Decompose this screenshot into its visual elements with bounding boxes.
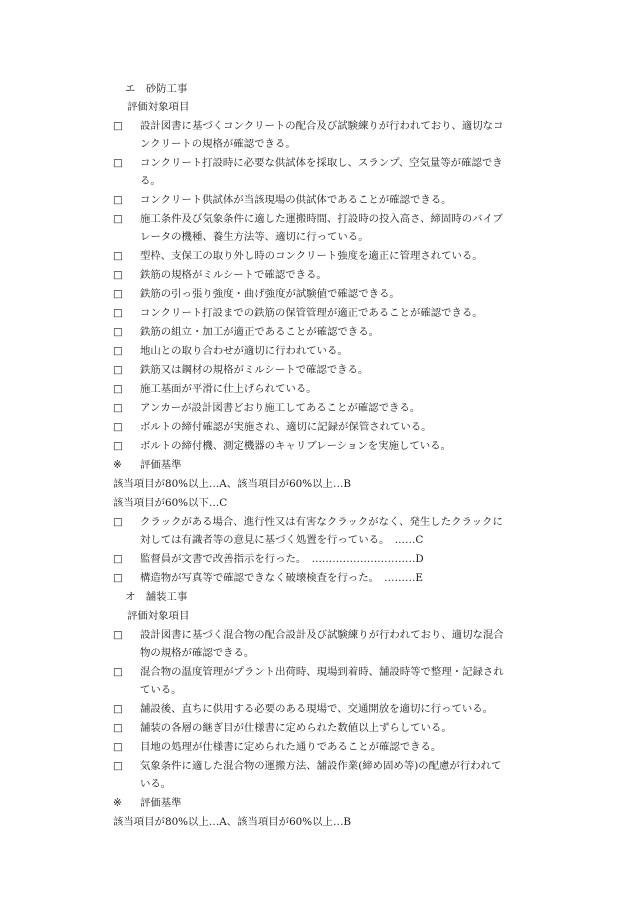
check-item: □ コンクリート供試体が当該現場の供試体であることが確認できる。	[113, 194, 452, 206]
checkbox-icon: □	[113, 213, 123, 225]
checkbox-icon: □	[113, 722, 123, 734]
checkbox-icon: □	[113, 516, 123, 528]
check-item: □ 構造物が写真等で確認できなく破壊検査を行った。 ………E	[113, 572, 423, 584]
checkbox-icon: □	[113, 760, 123, 772]
check-item-cont: レータの機種、養生方法等、適切に行っている。	[140, 231, 369, 243]
checkbox-icon: □	[113, 572, 123, 584]
note-mark: ※	[113, 459, 122, 471]
criteria-line: 該当項目が80%以上…A、該当項目が60%以上…B	[113, 478, 351, 490]
checkbox-icon: □	[113, 307, 123, 319]
checkbox-icon: □	[113, 553, 123, 565]
check-item: □ ボルトの締付確認が実施され、適切に記録が保管されている。	[113, 421, 432, 433]
check-item: □ 設計図書に基づく混合物の配合設計及び試験練りが行われており、適切な混合	[113, 629, 504, 641]
checkbox-icon: □	[113, 666, 123, 678]
check-item: □ アンカーが設計図書どおり施工してあることが確認できる。	[113, 402, 421, 414]
checkbox-icon: □	[113, 345, 123, 357]
check-item: □ 鉄筋の引っ張り強度・曲げ強度が試験値で確認できる。	[113, 288, 400, 300]
check-item: □ クラックがある場合、進行性又は有害なクラックがなく、発生したクラックに	[113, 516, 503, 528]
check-item-cont: ている。	[140, 684, 182, 696]
checkbox-icon: □	[113, 326, 123, 338]
check-item: □ 気象条件に適した混合物の運搬方法、舗設作業(締め固め等)の配慮が行われて	[113, 760, 502, 772]
check-item: □ コンクリート打設までの鉄筋の保管管理が適正であることが確認できる。	[113, 307, 483, 319]
checkbox-icon: □	[113, 440, 123, 452]
checkbox-icon: □	[113, 421, 123, 433]
check-item: □ コンクリート打設時に必要な供試体を採取し、スランプ、空気量等が確認でき	[113, 157, 503, 169]
check-item: □ 目地の処理が仕様書に定められた通りであることが確認できる。	[113, 741, 442, 753]
check-item: □ 鉄筋の規格がミルシートで確認できる。	[113, 269, 327, 281]
check-item-cont: ンクリートの規格が確認できる。	[140, 138, 296, 150]
check-item: □ 設計図書に基づくコンクリートの配合及び試験練りが行われており、適切なコ	[113, 120, 504, 132]
checkbox-icon: □	[113, 288, 123, 300]
checkbox-icon: □	[113, 364, 123, 376]
check-item: □ 舗設後、直ちに供用する必要のある現場で、交通開放を適切に行っている。	[113, 703, 494, 715]
checkbox-icon: □	[113, 383, 123, 395]
criteria-heading: ※ 評価基準	[113, 459, 182, 471]
check-item: □ 型枠、支保工の取り外し時のコンクリート強度を適正に管理されている。	[113, 250, 483, 262]
checkbox-icon: □	[113, 250, 123, 262]
check-item: □ 施工条件及び気象条件に適した運搬時間、打設時の投入高さ、締固時のバイブ	[113, 213, 503, 225]
checkbox-icon: □	[113, 269, 123, 281]
criteria-line: 該当項目が80%以上…A、該当項目が60%以上…B	[113, 816, 351, 828]
note-mark: ※	[113, 797, 122, 809]
check-item: □ 施工基面が平滑に仕上げられている。	[113, 383, 317, 395]
checkbox-icon: □	[113, 629, 123, 641]
criteria-heading: ※ 評価基準	[113, 797, 182, 809]
check-item: □ 地山との取り合わせが適切に行われている。	[113, 345, 348, 357]
checkbox-icon: □	[113, 703, 123, 715]
checkbox-icon: □	[113, 402, 123, 414]
check-item-cont: いる。	[140, 778, 172, 790]
check-item: □ ボルトの締付機、測定機器のキャリブレーションを実施している。	[113, 440, 451, 452]
items-label: 評価対象項目	[127, 610, 190, 622]
check-item: □ 混合物の温度管理がプラント出荷時、現場到着時、舗設時等で整理・記録され	[113, 666, 504, 678]
checkbox-icon: □	[113, 194, 123, 206]
checkbox-icon: □	[113, 157, 123, 169]
check-item: □ 鉄筋又は鋼材の規格がミルシートで確認できる。	[113, 364, 369, 376]
items-label: 評価対象項目	[127, 101, 190, 113]
section-title-hoso: オ 舗装工事	[125, 591, 188, 603]
checkbox-icon: □	[113, 741, 123, 753]
section-title-sabo: エ 砂防工事	[125, 83, 188, 95]
checkbox-icon: □	[113, 120, 123, 132]
check-item: □ 監督員が文書で改善指示を行った。 …………………………D	[113, 553, 424, 565]
check-item-cont: 物の規格が確認できる。	[140, 647, 255, 659]
check-item: □ 鉄筋の組立・加工が適正であることが確認できる。	[113, 326, 379, 338]
criteria-line: 該当項目が60%以下…C	[113, 497, 228, 509]
check-item-cont: る。	[140, 175, 161, 187]
check-item: □ 舗装の各層の継ぎ目が仕様書に定められた数値以上ずらしている。	[113, 722, 452, 734]
check-item-cont: 対しては有識者等の意見に基づく処置を行っている。 ……C	[140, 534, 424, 546]
